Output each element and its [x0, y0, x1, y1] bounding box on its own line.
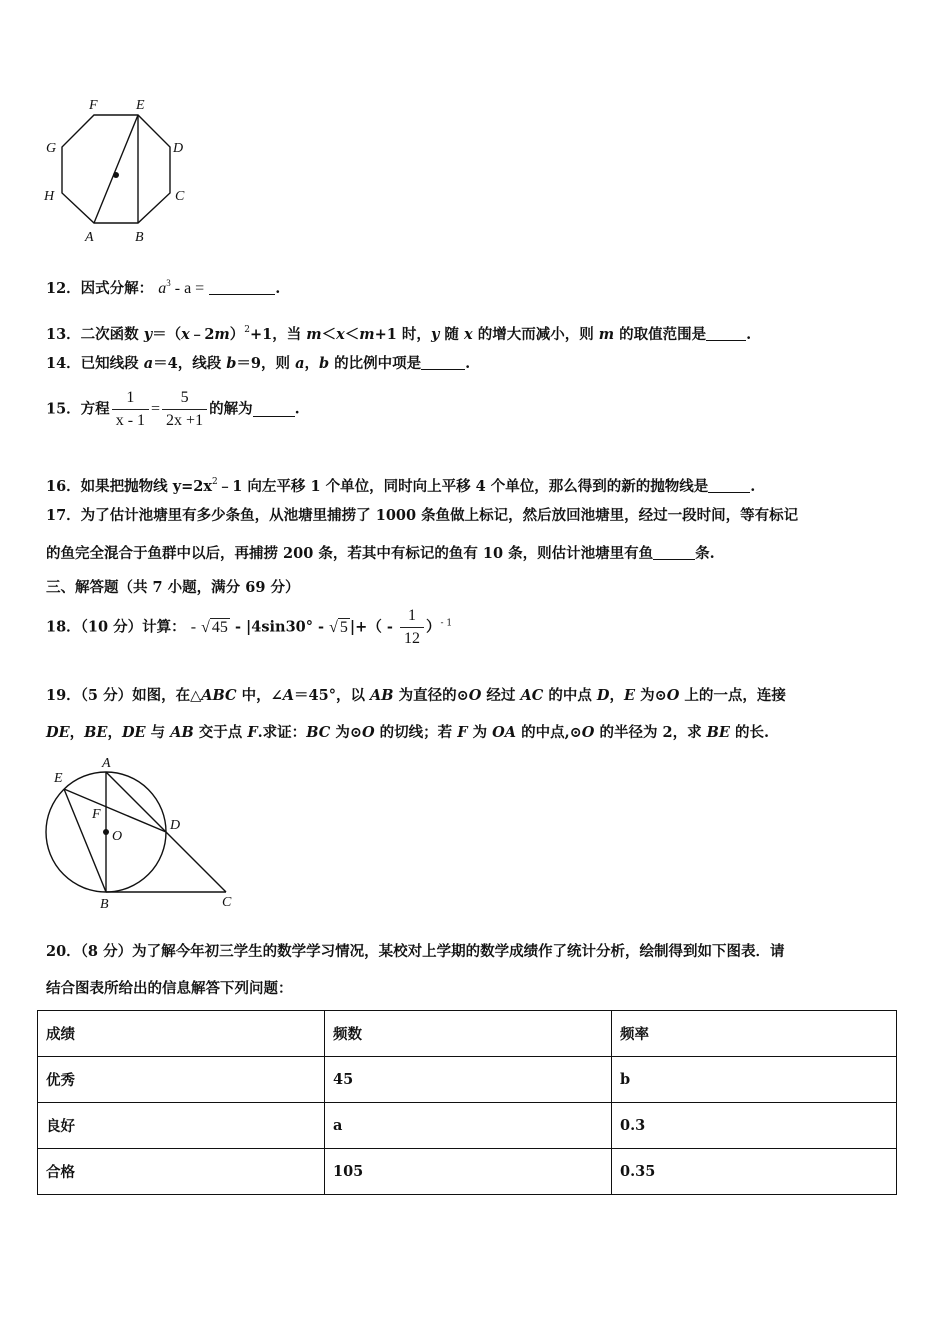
table-header-cell: 频率	[612, 1011, 897, 1057]
answer-blank[interactable]	[209, 280, 275, 295]
label-D: D	[170, 818, 181, 833]
table-row	[38, 1149, 897, 1195]
label-C: C	[175, 189, 185, 204]
question-16: 16．如果把抛物线 $y=2x^2﹣1$ 向左平移 1 个单位，同时向上平移 4 个单位，那么得到的新的抛物线是 .	[46, 477, 756, 495]
question-19-line2: DE，BE，DE 与 AB 交于点 F.求证：BC 为⊙O 的切线；若 F 为 OA 的中点,⊙O 的半径为 2，求 BE 的长.	[46, 724, 770, 741]
answer-blank[interactable]	[653, 545, 695, 560]
fraction-1-12: $\frac{1}{12}$	[400, 606, 424, 649]
label-A: A	[85, 230, 94, 245]
label-F: F	[89, 98, 98, 113]
question-13: 13．二次函数 y＝（x﹣2m）$^2$+1，当 m＜x＜m+1 时，y 随 x 的增大而减小，则 m 的取值范围是 .	[46, 325, 752, 343]
table-header-row	[38, 1011, 897, 1057]
question-20-line2: 结合图表所给出的信息解答下列问题：	[46, 980, 293, 997]
label-F: F	[92, 807, 101, 822]
question-17-line1: 17．为了估计池塘里有多少条鱼，从池塘里捕捞了 1000 条鱼做上标记，然后放回池塘里，经过一段时间，等有标记	[46, 507, 799, 524]
label-A: A	[102, 756, 111, 771]
answer-blank[interactable]	[706, 326, 746, 341]
table-cell: 良好	[38, 1103, 325, 1149]
table-header-cell: 成绩	[38, 1011, 325, 1057]
question-19-line1: 19．（5 分）如图，在△ABC 中，∠A＝45°，以 AB 为直径的⊙O 经过 AC 的中点 D，E 为⊙O 上的一点，连接	[46, 687, 786, 704]
table-row	[38, 1103, 897, 1149]
question-18: 18．（10 分）计算： - √ 45 - |4sin30° - √ 5 |+（ - $\frac{1}{12}$ ）$^{- 1}$	[46, 607, 453, 647]
table-row	[38, 1057, 897, 1103]
answer-blank[interactable]	[421, 355, 465, 370]
octagon-figure	[40, 95, 200, 245]
table-cell: 0.3	[612, 1103, 897, 1149]
answer-blank[interactable]	[708, 478, 750, 493]
table-cell: b	[612, 1057, 897, 1103]
question-14: 14．已知线段 a＝4，线段 b＝9，则 a，b 的比例中项是 .	[46, 355, 471, 372]
sqrt-5: √ 5	[329, 618, 348, 636]
table-cell: a	[325, 1103, 612, 1149]
label-H: H	[44, 189, 55, 204]
label-B: B	[100, 897, 109, 912]
score-table	[37, 1010, 897, 1195]
fraction-right: $\frac{5}{2x +1}$	[162, 388, 207, 431]
answer-blank[interactable]	[253, 402, 295, 417]
table-cell: 0.35	[612, 1149, 897, 1195]
question-17-line2: 的鱼完全混合于鱼群中以后，再捕捞 200 条，若其中有标记的鱼有 10 条，则估计池塘里有鱼 条.	[46, 545, 715, 562]
label-E: E	[54, 771, 63, 786]
label-C: C	[222, 895, 232, 910]
section-title: 三、解答题（共 7 小题，满分 69 分）	[46, 579, 300, 596]
table-cell: 105	[325, 1149, 612, 1195]
table-cell: 优秀	[38, 1057, 325, 1103]
label-D: D	[173, 141, 184, 156]
question-20-line1: 20．（8 分）为了解今年初三学生的数学学习情况，某校对上学期的数学成绩作了统计分析，绘制得到如下图表．请	[46, 943, 785, 960]
circle-figure	[40, 752, 240, 912]
label-G: G	[46, 141, 57, 156]
label-E: E	[136, 98, 145, 113]
fraction-left: $\frac{1}{x - 1}$	[112, 388, 149, 431]
label-O: O	[112, 829, 123, 844]
label-B: B	[135, 230, 144, 245]
table-cell: 合格	[38, 1149, 325, 1195]
question-15: 15．方程 $\frac{1}{x - 1}$ = $\frac{5}{2x +1}$ 的解为 .	[46, 389, 300, 429]
question-12: 12．因式分解： $a^3$ - a = .	[46, 278, 281, 297]
table-cell: 45	[325, 1057, 612, 1103]
table-header-cell: 频数	[325, 1011, 612, 1057]
sqrt-45: √ 45	[201, 618, 228, 636]
